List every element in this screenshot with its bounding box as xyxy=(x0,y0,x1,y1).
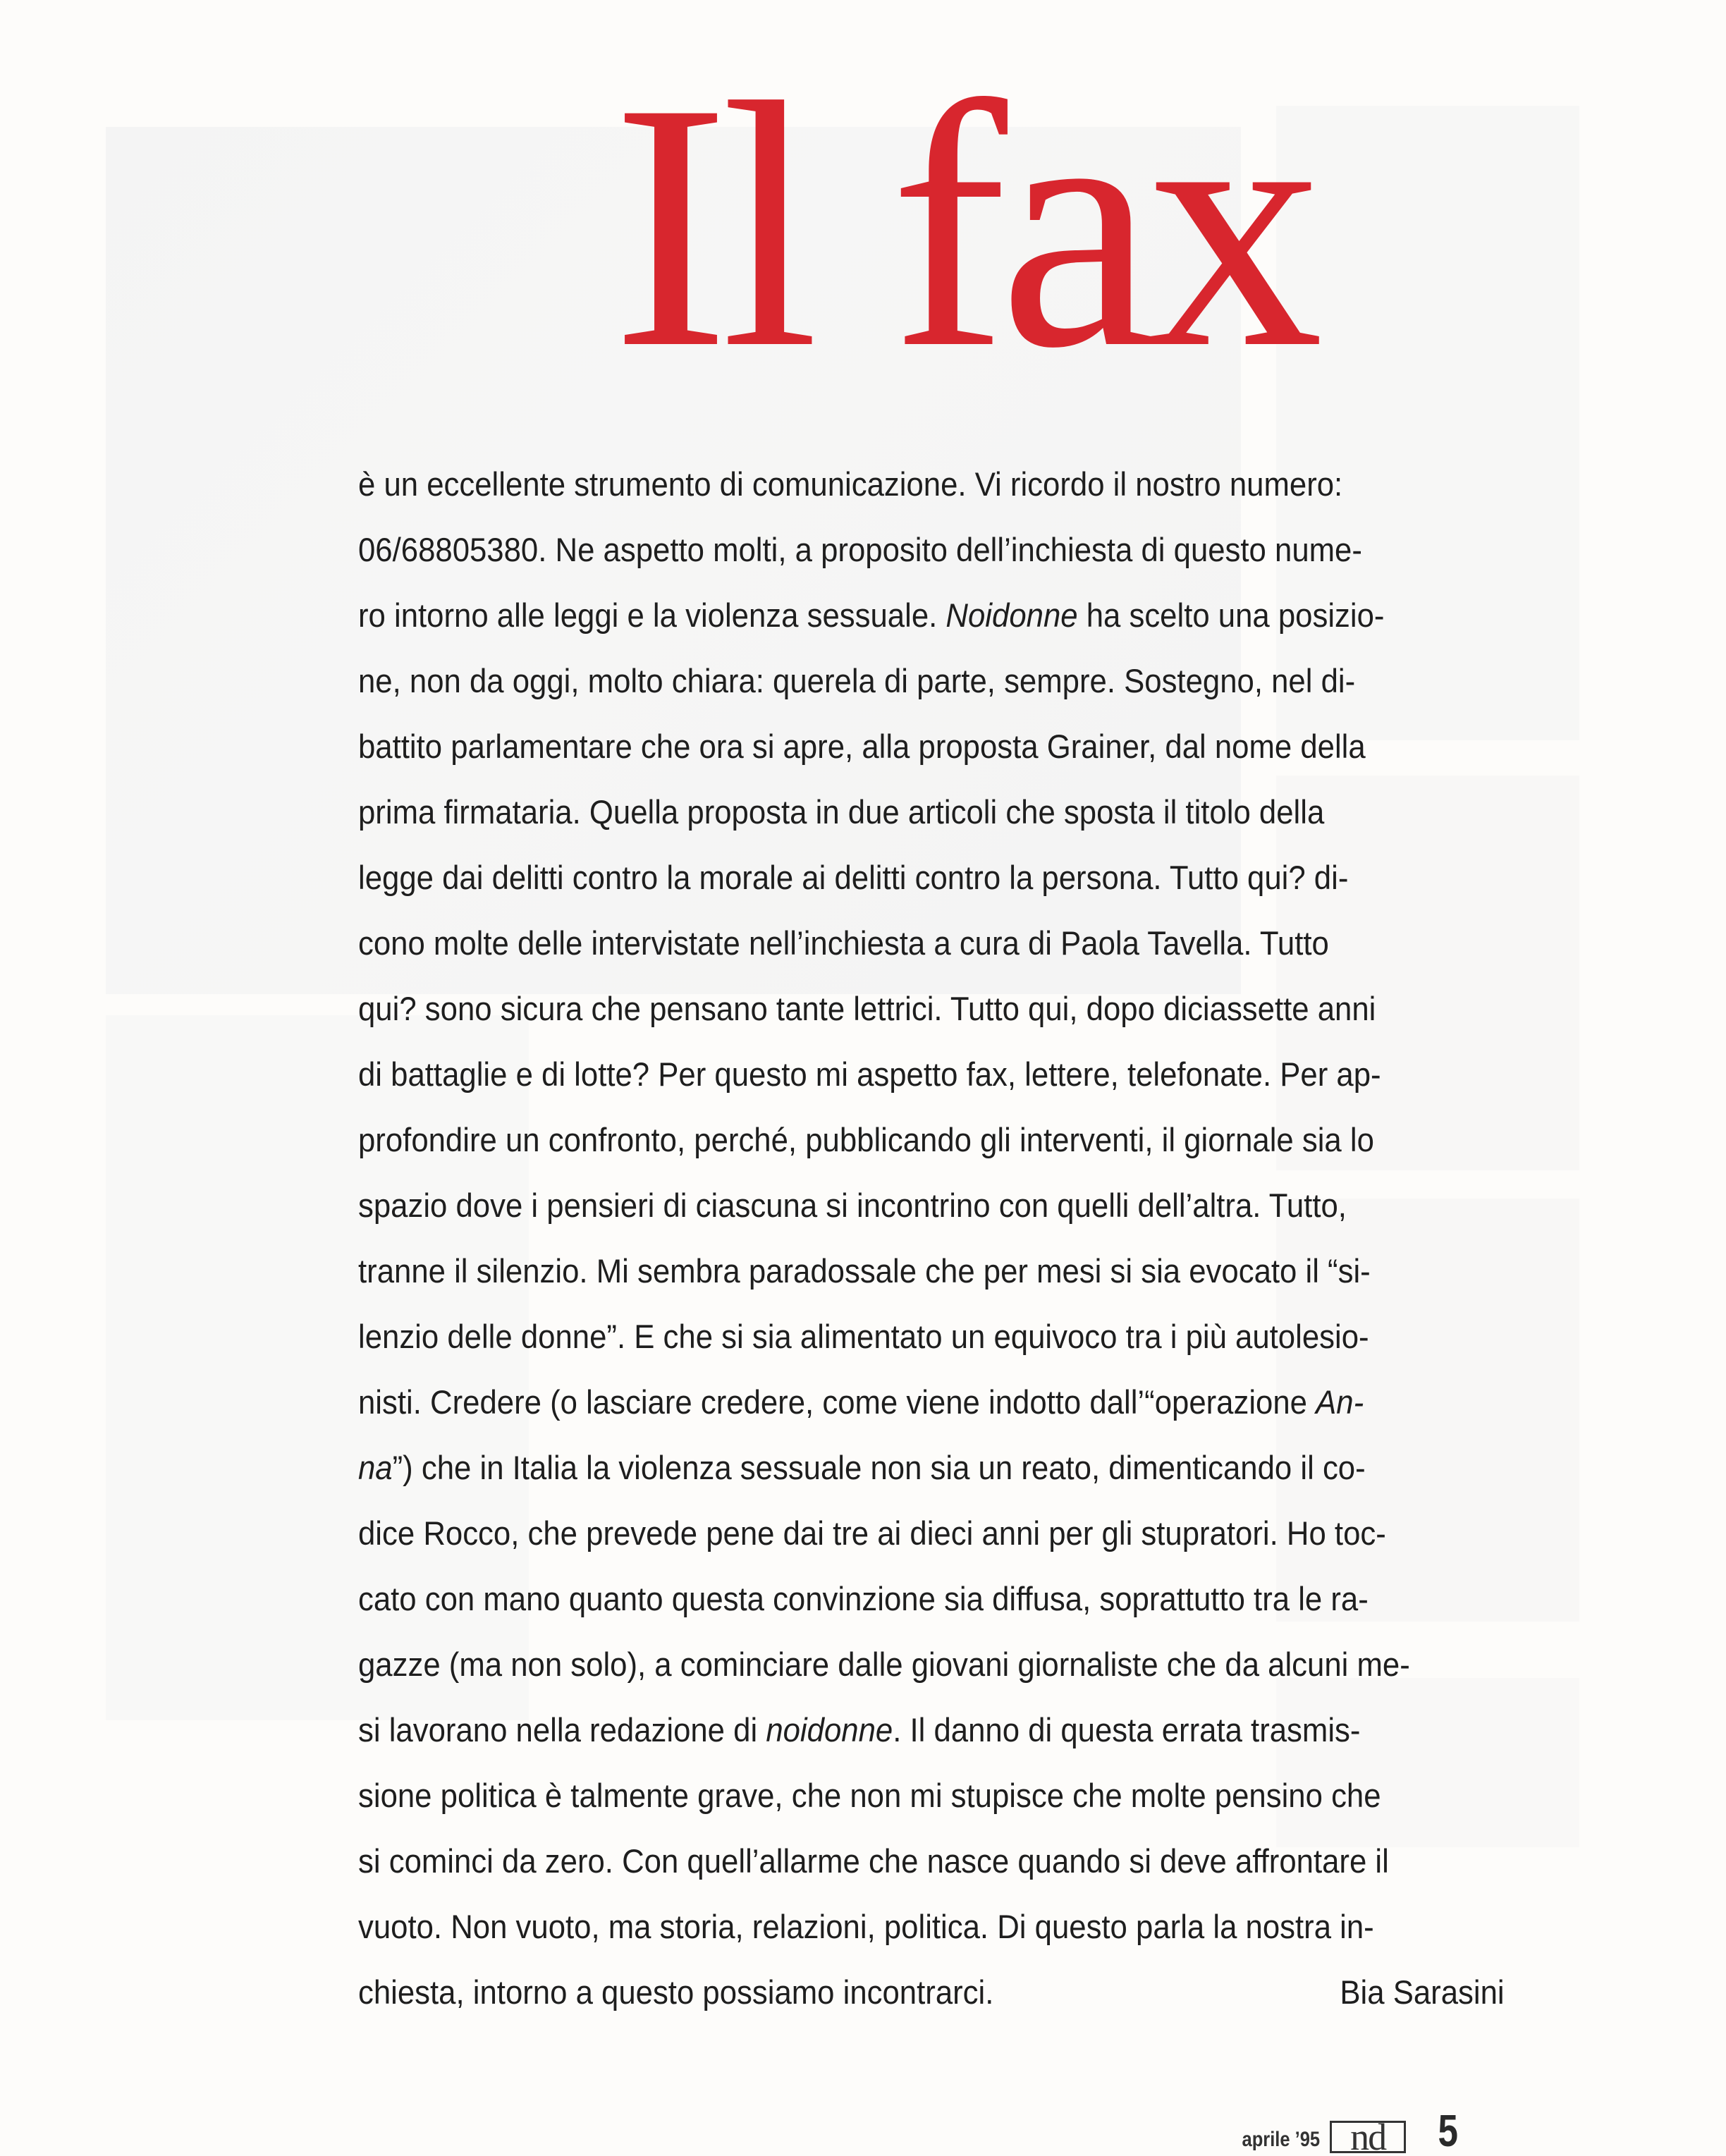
page-footer xyxy=(1228,2105,1461,2156)
text-line: 06/68805380. Ne aspetto molti, a proposito dell’inchiesta di questo nume- xyxy=(358,531,1362,568)
text-run: ”) che in Italia la violenza sessuale non sia un reato, dimenticando il co- xyxy=(392,1449,1366,1486)
text-line: prima firmataria. Quella proposta in due articoli che sposta il titolo della xyxy=(358,793,1325,831)
text-line: ne, non da oggi, molto chiara: querela di parte, sempre. Sostegno, nel di- xyxy=(358,662,1356,699)
text-line: dice Rocco, che prevede pene dai tre ai dieci anni per gli stupratori. Ho toc- xyxy=(358,1514,1386,1552)
text-line xyxy=(358,1369,1421,1435)
italic-word: na xyxy=(358,1449,393,1486)
magazine-logo: nd xyxy=(1330,2121,1406,2153)
text-line: lenzio delle donne”. E che si sia alimentato un equivoco tra i più autolesio- xyxy=(358,1318,1369,1355)
text-line: vuoto. Non vuoto, ma storia, relazioni, politica. Di questo parla la nostra in- xyxy=(358,1908,1374,1945)
page-number: 5 xyxy=(1438,2105,1459,2156)
text-run: . Il danno di questa errata trasmis- xyxy=(893,1711,1361,1748)
text-line: gazze (ma non solo), a cominciare dalle giovani giornaliste che da alcuni me- xyxy=(358,1646,1410,1683)
magazine-name: Noidonne xyxy=(945,596,1078,634)
article-body xyxy=(358,451,1505,2025)
text-line: di battaglie e di lotte? Per questo mi aspetto fax, lettere, telefonate. Per ap- xyxy=(358,1055,1381,1093)
text-run: ha scelto una posizio- xyxy=(1077,596,1385,634)
text-line xyxy=(358,582,1421,648)
text-run: ro intorno alle leggi e la violenza sessuale. xyxy=(358,596,946,634)
text-line: sione politica è talmente grave, che non mi stupisce che molte pensino che xyxy=(358,1777,1381,1814)
italic-word: An- xyxy=(1316,1383,1364,1421)
text-line: battito parlamentare che ora si apre, alla proposta Grainer, dal nome della xyxy=(358,728,1366,765)
text-line: cono molte delle intervistate nell’inchiesta a cura di Paola Tavella. Tutto xyxy=(358,924,1329,962)
text-line: legge dai delitti contro la morale ai delitti contro la persona. Tutto qui? di- xyxy=(358,859,1349,896)
text-run: chiesta, intorno a questo possiamo incontrarci. xyxy=(358,1973,994,2011)
text-run: si lavorano nella redazione di xyxy=(358,1711,766,1748)
text-line-signature xyxy=(358,1959,1505,2025)
text-line: tranne il silenzio. Mi sembra paradossale che per mesi si sia evocato il “si- xyxy=(358,1252,1371,1290)
text-line: profondire un confronto, perché, pubblicando gli interventi, il giornale sia lo xyxy=(358,1121,1374,1158)
issue-date: aprile ’95 xyxy=(1242,2128,1321,2151)
magazine-name: noidonne xyxy=(766,1711,893,1748)
text-line: è un eccellente strumento di comunicazione. Vi ricordo il nostro numero: xyxy=(358,465,1343,503)
text-line xyxy=(358,1697,1421,1763)
text-line xyxy=(358,1435,1421,1500)
text-run: nisti. Credere (o lasciare credere, come viene indotto dall’“operazione xyxy=(358,1383,1316,1421)
text-line: spazio dove i pensieri di ciascuna si incontrino con quelli dell’altra. Tutto, xyxy=(358,1187,1347,1224)
text-line: cato con mano quanto questa convinzione sia diffusa, soprattutto tra le ra- xyxy=(358,1580,1369,1617)
text-line: qui? sono sicura che pensano tante lettrici. Tutto qui, dopo diciassette anni xyxy=(358,990,1376,1027)
article-title: Il fax xyxy=(612,30,1315,421)
author-signature: Bia Sarasini xyxy=(1340,1973,1505,2011)
text-line: si cominci da zero. Con quell’allarme che nasce quando si deve affrontare il xyxy=(358,1842,1389,1880)
